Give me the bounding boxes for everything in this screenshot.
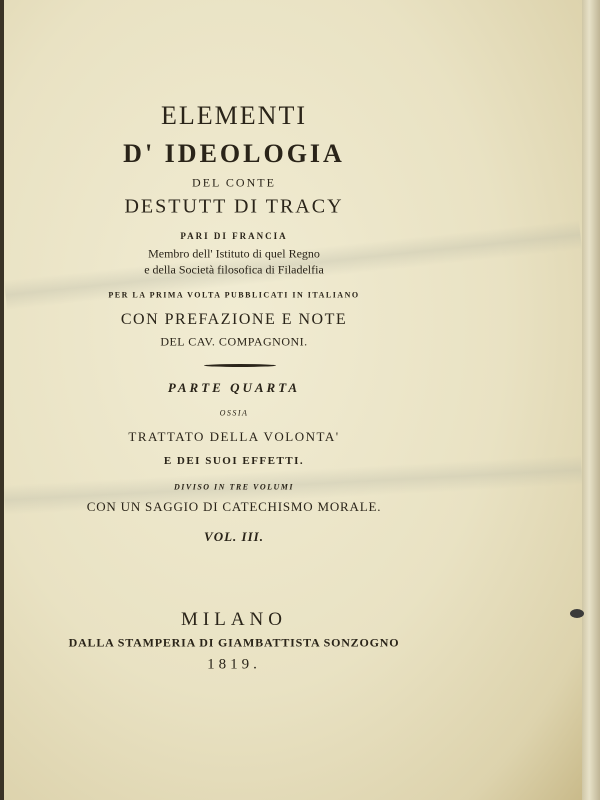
ossia-label: OSSIA bbox=[219, 408, 249, 418]
title-line-2: D' IDEOLOGIA bbox=[123, 139, 345, 168]
divider-rule bbox=[204, 364, 276, 367]
author-rank: PARI DI FRANCIA bbox=[180, 231, 288, 241]
imprint-year: 1819. bbox=[207, 656, 261, 673]
book-page bbox=[4, 0, 582, 800]
treatise-subtitle: E DEI SUOI EFFETTI. bbox=[163, 455, 305, 467]
part-label: PARTE QUARTA bbox=[167, 380, 301, 395]
imprint-printer: DALLA STAMPERIA DI GIAMBATTISTA SONZOGNO bbox=[68, 635, 400, 650]
editor-name: DEL CAV. COMPAGNONI. bbox=[160, 334, 308, 349]
volume-number: VOL. III. bbox=[204, 529, 264, 544]
page-edge bbox=[582, 0, 600, 800]
imprint-city: MILANO bbox=[181, 609, 287, 630]
author-membership-2: e della Società filosofica di Filadelfia bbox=[144, 262, 324, 277]
first-publication-note: PER LA PRIMA VOLTA PUBBLICATI IN ITALIANO bbox=[108, 290, 360, 300]
preface-note: CON PREFAZIONE E NOTE bbox=[120, 311, 348, 328]
author-membership-1: Membro dell' Istituto di quel Regno bbox=[148, 246, 320, 261]
title-line-1: ELEMENTI bbox=[161, 101, 307, 130]
author-name: DESTUTT DI TRACY bbox=[124, 195, 344, 218]
treatise-title: TRATTATO DELLA VOLONTA' bbox=[128, 429, 340, 444]
volumes-note: DIVISO IN TRE VOLUMI bbox=[173, 482, 295, 492]
ink-spot bbox=[570, 609, 584, 618]
del-conte: DEL CONTE bbox=[192, 175, 276, 190]
catechism-note: CON UN SAGGIO DI CATECHISMO MORALE. bbox=[86, 499, 382, 514]
